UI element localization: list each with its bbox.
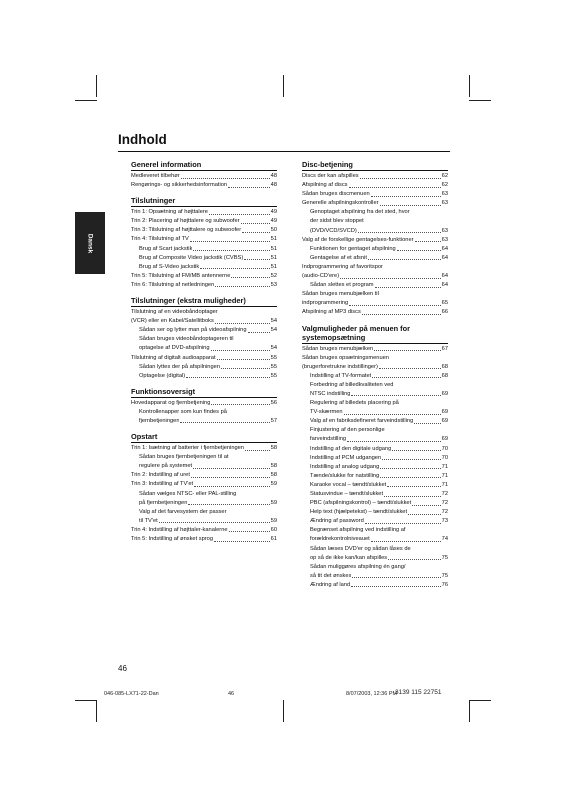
toc-entry (131, 272, 277, 281)
toc-entry-page: 61 (270, 536, 277, 542)
toc-entry (131, 344, 277, 353)
toc-entry-text: Sådan bruges discmenuen (302, 191, 370, 198)
dot-leader (380, 199, 441, 206)
toc-entry (131, 499, 277, 508)
toc-entry (302, 472, 448, 481)
toc-entry (302, 417, 448, 426)
page-title: Indhold (118, 132, 167, 147)
dot-leader (215, 317, 270, 324)
toc-entry-text: Ændring af password (310, 518, 364, 525)
toc-entry-line: Regulering af billedets placering på (310, 400, 399, 407)
toc-entry-text: så tit det ønskes (310, 572, 352, 579)
toc-entry-page: 63 (441, 227, 448, 234)
toc-entry (302, 299, 448, 308)
dot-leader (388, 554, 441, 561)
toc-entry-text: Ændring af land (310, 581, 351, 588)
toc-entry-page: 73 (441, 518, 448, 525)
toc-entry-text: TV-skærmen (310, 409, 343, 416)
footer-page: 46 (228, 691, 235, 697)
section-heading: Disc-betjening (302, 160, 448, 171)
toc-entry (131, 444, 277, 453)
toc-entry-page: 75 (441, 572, 448, 579)
toc-entry (131, 462, 277, 471)
toc-entry-text: Valg af de forskellige gentagelses-funktioner (302, 236, 414, 243)
toc-entry-text: Trin 6: Tilslutning af netledningen (131, 281, 215, 288)
toc-entry-line: Sådan bruges opsætningsmenuen (302, 354, 389, 361)
toc-section (131, 196, 277, 290)
toc-entry-page: 63 (441, 191, 448, 198)
toc-entry-page: 63 (441, 200, 448, 207)
toc-entry-text: Brug af Composite Video jackstik (CVBS) (139, 254, 244, 261)
toc-left-column (131, 160, 277, 550)
toc-entry-text: Valg af en fabriksdefineret farveindstilling (310, 418, 414, 425)
toc-entry-page: 59 (270, 517, 277, 524)
toc-entry-page: 64 (441, 282, 448, 289)
dot-leader (387, 481, 440, 488)
toc-entry (131, 399, 277, 408)
toc-entry (302, 508, 448, 517)
dot-leader (352, 572, 440, 579)
toc-entry-page: 69 (441, 390, 448, 397)
toc-entry (302, 227, 448, 236)
dot-leader (159, 517, 270, 524)
toc-entry-text: Indstilling af den digitale udgang (310, 445, 392, 452)
dot-leader (221, 363, 270, 370)
toc-entry-text: Trin 5: Indstilling af ønsket sprog (131, 536, 213, 542)
toc-entry-page: 71 (441, 472, 448, 479)
dot-leader (415, 236, 441, 243)
dot-leader (379, 363, 441, 370)
toc-entry-text: Help text (hjælpetekst) – tændt/slukket (310, 509, 408, 516)
toc-entry (131, 172, 277, 181)
toc-entry-page: 64 (441, 273, 448, 280)
toc-entry-text: Funktionen for gentaget afspilning (310, 245, 396, 252)
dot-leader (244, 254, 269, 261)
toc-entry-text: Medleveret tilbehør (131, 173, 180, 179)
toc-entry-text: Statusvindue – tændt/slukket (310, 491, 384, 497)
toc-entry (302, 363, 448, 372)
toc-entry-text: Rengørings- og sikkerhedsinformation (131, 182, 228, 189)
toc-entry-text: Brug af S-Video jackstik (139, 263, 200, 270)
toc-entry-page: 75 (441, 554, 448, 561)
toc-entry-text: op så de ikke kan/kan afspilles (310, 554, 388, 561)
dot-leader (191, 471, 270, 478)
toc-entry-text: Indstilling af PCM udgangen (310, 454, 382, 461)
toc-entry-text: Afspilning af discs (302, 182, 348, 189)
dot-leader (193, 462, 270, 469)
toc-section (131, 296, 277, 381)
toc-entry-text: Afspilning af MP3 discs (302, 309, 361, 316)
toc-entry-page: 71 (441, 481, 448, 488)
crop-mark-top-center-v (283, 75, 284, 97)
toc-entry-page: 63 (441, 236, 448, 243)
crop-mark-bottom-right-v (469, 700, 470, 722)
crop-mark-bottom-right-h (469, 700, 491, 701)
toc-entry-page: 65 (441, 300, 448, 307)
toc-right-column (302, 160, 448, 596)
toc-entry (302, 445, 448, 454)
toc-entry-page: 48 (270, 173, 277, 179)
footer-file: 046-085-LX71-22-Dan (104, 691, 159, 697)
crop-mark-top-left-v (96, 75, 97, 97)
toc-entry-text: Trin 2: Placering af højttalere og subwoofer (131, 218, 240, 225)
toc-entry-page: 51 (270, 254, 277, 261)
dot-leader (340, 272, 441, 279)
toc-entry-page: 64 (441, 245, 448, 252)
dot-leader (200, 263, 269, 270)
toc-entry (302, 481, 448, 490)
toc-entry-page: 70 (441, 445, 448, 452)
dot-leader (358, 227, 441, 234)
language-tab (75, 212, 105, 274)
toc-entry-text: Trin 1: Isætning af batterier i fjernbetjeningen (131, 445, 244, 452)
toc-entry (302, 372, 448, 381)
toc-entry-text: Sådan slettes et program (310, 282, 374, 289)
toc-entry (302, 236, 448, 245)
toc-entry (131, 217, 277, 226)
toc-entry-page: 59 (270, 481, 277, 488)
dot-leader (347, 435, 441, 442)
toc-entry (302, 172, 448, 181)
toc-entry (302, 254, 448, 263)
dot-leader (392, 445, 440, 452)
toc-entry-page: 68 (441, 363, 448, 370)
dot-leader (194, 480, 270, 487)
dot-leader (372, 372, 440, 379)
dot-leader (360, 172, 441, 179)
toc-entry-text: (DVD/VCD/SVCD) (310, 227, 357, 234)
toc-entry-line: Sådan bruges fjernbetjeningen til at (139, 454, 229, 461)
toc-entry-page: 64 (441, 254, 448, 261)
dot-leader (368, 254, 441, 261)
toc-entry-text: optagelse af DVD-afspilning (139, 345, 210, 352)
dot-leader (228, 181, 270, 188)
toc-entry (131, 254, 277, 263)
toc-entry (302, 517, 448, 526)
footer-datetime: 8/07/2003, 12:36 PM (346, 691, 398, 697)
toc-entry-page: 59 (270, 499, 277, 506)
section-heading: Valgmuligheder på menuen for systemopsætning (302, 324, 448, 344)
toc-entry-page: 68 (441, 372, 448, 379)
dot-leader (371, 190, 441, 197)
toc-entry-page: 51 (270, 236, 277, 243)
toc-entry (131, 526, 277, 535)
toc-entry (302, 345, 448, 354)
toc-entry-text: farveindstilling (310, 436, 347, 443)
toc-section (131, 387, 277, 426)
toc-entry-text: Trin 4: Indstilling af højttaler-kanalerne (131, 526, 228, 533)
toc-entry-text: Trin 3: Indstilling af TV'et (131, 481, 194, 488)
toc-entry (131, 535, 277, 544)
dot-leader (186, 372, 270, 379)
toc-entry (131, 317, 277, 326)
toc-entry-text: (audio-CD'ere) (302, 273, 340, 280)
toc-entry-text: på fjernbetjeningen (139, 499, 188, 506)
dot-leader (211, 344, 270, 351)
toc-entry-text: Trin 3: Tilslutning af højttalere og subwoofer (131, 227, 242, 234)
toc-entry (131, 480, 277, 489)
toc-entry-text: Brug af Scart jackstik (139, 245, 193, 252)
toc-section (131, 432, 277, 544)
page-number: 46 (118, 664, 127, 673)
language-tab-label: Dansk (86, 233, 94, 253)
dot-leader (181, 172, 270, 179)
toc-entry (131, 471, 277, 480)
toc-entry (131, 354, 277, 363)
toc-entry-page: 55 (270, 372, 277, 379)
toc-entry-text: Gentagelse af et afsnit (310, 254, 367, 261)
dot-leader (190, 235, 270, 242)
dot-leader (229, 526, 270, 533)
toc-entry (302, 581, 448, 590)
toc-entry (302, 308, 448, 317)
title-rule (118, 151, 450, 152)
toc-entry (131, 326, 277, 335)
toc-entry (131, 235, 277, 244)
toc-entry-text: Sådan bruges menubjælken (302, 345, 374, 352)
toc-entry (302, 554, 448, 563)
toc-entry (131, 281, 277, 290)
dot-leader (248, 326, 270, 333)
toc-entry-text: regulere på systemet (139, 463, 193, 470)
crop-mark-top-left-h (75, 100, 97, 101)
toc-entry (302, 499, 448, 508)
toc-entry-page: 71 (441, 463, 448, 470)
toc-entry (302, 272, 448, 281)
toc-entry (302, 463, 448, 472)
toc-entry-page: 50 (270, 227, 277, 234)
toc-entry-page: 58 (270, 472, 277, 479)
toc-entry-text: Indstilling af analog udgang (310, 463, 380, 470)
toc-section (131, 160, 277, 190)
dot-leader (214, 535, 270, 542)
toc-entry-page: 62 (441, 182, 448, 189)
toc-entry-page: 58 (270, 463, 277, 470)
toc-entry (131, 517, 277, 526)
toc-entry-line: Kontrollenapper som kun findes på (139, 408, 227, 415)
toc-entry-page: 70 (441, 454, 448, 461)
dot-leader (215, 281, 269, 288)
dot-leader (397, 245, 441, 252)
toc-entry-page: 48 (270, 182, 277, 189)
toc-entry-page: 58 (270, 445, 277, 452)
toc-entry (131, 181, 277, 190)
toc-entry-text: Indstilling af TV-formatet (310, 372, 372, 379)
toc-entry-line: Tilslutning af en videobåndoptager (131, 309, 218, 316)
toc-entry (302, 245, 448, 254)
toc-entry (131, 208, 277, 217)
toc-entry-line: Sådan vælges NTSC- eller PAL-stilling (139, 490, 237, 497)
toc-entry-text: til TV'et (139, 517, 158, 524)
toc-entry-page: 52 (270, 272, 277, 279)
toc-entry (302, 572, 448, 581)
toc-entry-page: 60 (270, 526, 277, 533)
toc-entry-text: (VCR) eller en Kabel/Satellitboks (131, 318, 214, 325)
dot-leader (408, 508, 441, 515)
dot-leader (414, 417, 440, 424)
toc-entry-text: Tilslutning af digitalt audioapparat (131, 354, 216, 361)
toc-entry-line: Genoptaget afspilning fra det sted, hvor (310, 209, 410, 216)
toc-entry-line: Finjustering af den personlige (310, 427, 385, 434)
toc-entry-line: Sådan bruges menubjælken til (302, 291, 379, 298)
toc-entry-page: 74 (441, 536, 448, 543)
toc-entry (302, 190, 448, 199)
toc-entry-line: Indprogrammering af favoritspor (302, 263, 383, 270)
toc-entry-text: forældrekontrolniveauet (310, 536, 370, 543)
toc-entry-page: 67 (441, 345, 448, 352)
toc-entry-text: Karaoke vocal – tændt/slukket (310, 481, 387, 488)
toc-entry-page: 54 (270, 327, 277, 334)
toc-entry (302, 390, 448, 399)
section-heading: Opstart (131, 432, 277, 443)
toc-section (302, 324, 448, 591)
toc-entry-text: Trin 1: Opsætning af højttalere (131, 209, 208, 216)
toc-entry-page: 66 (441, 309, 448, 316)
dot-leader (380, 463, 440, 470)
toc-entry-page: 53 (270, 281, 277, 288)
toc-entry-page: 76 (441, 581, 448, 588)
toc-entry (302, 454, 448, 463)
dot-leader (384, 490, 441, 497)
toc-entry-text: Optagelse (digital) (139, 372, 186, 379)
toc-entry-page: 49 (270, 218, 277, 225)
dot-leader (351, 581, 441, 588)
crop-mark-top-right-v (469, 75, 470, 97)
toc-entry-page: 69 (441, 436, 448, 443)
section-heading: Tilslutninger (131, 196, 277, 207)
dot-leader (241, 217, 270, 224)
toc-entry-text: fjernbetjeningen (139, 417, 180, 424)
toc-entry-line: Forbedring af billedkvaliteten ved (310, 381, 394, 388)
toc-entry-page: 51 (270, 263, 277, 270)
toc-entry-text: Sådan lyttes der på afspilningen (139, 363, 220, 370)
dot-leader (351, 390, 440, 397)
toc-entry (131, 263, 277, 272)
toc-entry-page: 55 (270, 354, 277, 361)
toc-entry-page: 54 (270, 345, 277, 352)
toc-entry (131, 372, 277, 381)
toc-entry-text: indprogrammering (302, 300, 349, 307)
toc-entry-page: 72 (441, 491, 448, 497)
toc-entry (302, 181, 448, 190)
toc-entry (131, 245, 277, 254)
toc-entry-page: 57 (270, 417, 277, 424)
toc-entry-page: 49 (270, 209, 277, 216)
toc-entry-text: Discs der kan afspilles (302, 173, 359, 179)
toc-entry-line: Sådan bruges videobåndoptageren til (139, 336, 234, 343)
dot-leader (382, 454, 441, 461)
toc-entry-line: Sådan muliggøres afspilning én gang/ (310, 563, 406, 570)
dot-leader (374, 345, 441, 352)
toc-entry-page: 56 (270, 399, 277, 406)
toc-entry (131, 417, 277, 426)
footer-code: 3139 115 22751 (395, 689, 442, 696)
toc-entry-page: 69 (441, 409, 448, 416)
dot-leader (371, 535, 441, 542)
dot-leader (344, 408, 441, 415)
toc-entry-text: (brugerforetrukne indstillinger) (302, 363, 378, 370)
crop-mark-bottom-center-v (283, 700, 284, 722)
crop-mark-bottom-left-v (96, 700, 97, 722)
dot-leader (242, 226, 270, 233)
dot-leader (365, 517, 441, 524)
dot-leader (245, 444, 270, 451)
dot-leader (188, 499, 269, 506)
section-heading: Funktionsoversigt (131, 387, 277, 398)
toc-entry-page: 72 (441, 509, 448, 516)
dot-leader (412, 499, 441, 506)
dot-leader (349, 181, 441, 188)
section-heading: Generel information (131, 160, 277, 171)
toc-entry-page: 55 (270, 363, 277, 370)
dot-leader (380, 472, 440, 479)
toc-entry-page: 69 (441, 418, 448, 425)
dot-leader (231, 272, 269, 279)
toc-entry (302, 435, 448, 444)
toc-entry-page: 54 (270, 318, 277, 325)
toc-entry-page: 51 (270, 245, 277, 252)
toc-entry-page: 62 (441, 173, 448, 179)
crop-mark-top-right-h (469, 100, 491, 101)
section-heading: Tilslutninger (ekstra muligheder) (131, 296, 277, 307)
dot-leader (211, 399, 269, 406)
toc-section (302, 160, 448, 318)
dot-leader (217, 354, 270, 361)
toc-entry-text: Generelle afspilningskontroller (302, 200, 379, 207)
dot-leader (180, 417, 269, 424)
toc-entry-text: Hovedapparat og fjernbetjening (131, 399, 211, 406)
toc-entry-line: Begrænset afspilning ved indstilling af (310, 527, 406, 534)
toc-entry-line: der sidst blev stoppet (310, 218, 364, 225)
toc-entry (131, 226, 277, 235)
crop-mark-bottom-left-h (75, 700, 97, 701)
dot-leader (209, 208, 270, 215)
dot-leader (362, 308, 441, 315)
toc-entry (302, 535, 448, 544)
toc-entry-text: Tænde/slukke for natstilling (310, 472, 380, 479)
toc-entry-text: Trin 2: Indstilling af uret (131, 472, 190, 479)
toc-entry-text: Sådan ser og lytter man på videoafspilning (139, 327, 247, 334)
toc-entry (302, 281, 448, 290)
toc-entry (302, 408, 448, 417)
dot-leader (375, 281, 441, 288)
toc-entry-line: Valg af det farvesystem der passer (139, 508, 227, 515)
toc-entry-text: PBC (afspilningskontrol) – tændt/slukket (310, 500, 412, 507)
toc-entry (302, 490, 448, 499)
toc-entry-text: NTSC indstilling (310, 390, 351, 397)
toc-entry (131, 363, 277, 372)
dot-leader (193, 245, 269, 252)
toc-entry-page: 72 (441, 500, 448, 507)
toc-entry (302, 199, 448, 208)
toc-entry-text: Trin 5: Tilslutning af FM/MB antennerne (131, 272, 231, 279)
dot-leader (349, 299, 441, 306)
toc-entry-text: Trin 4: Tilslutning af TV (131, 236, 189, 243)
toc-entry-line: Sådan læses DVD'er og sådan låses de (310, 545, 411, 552)
